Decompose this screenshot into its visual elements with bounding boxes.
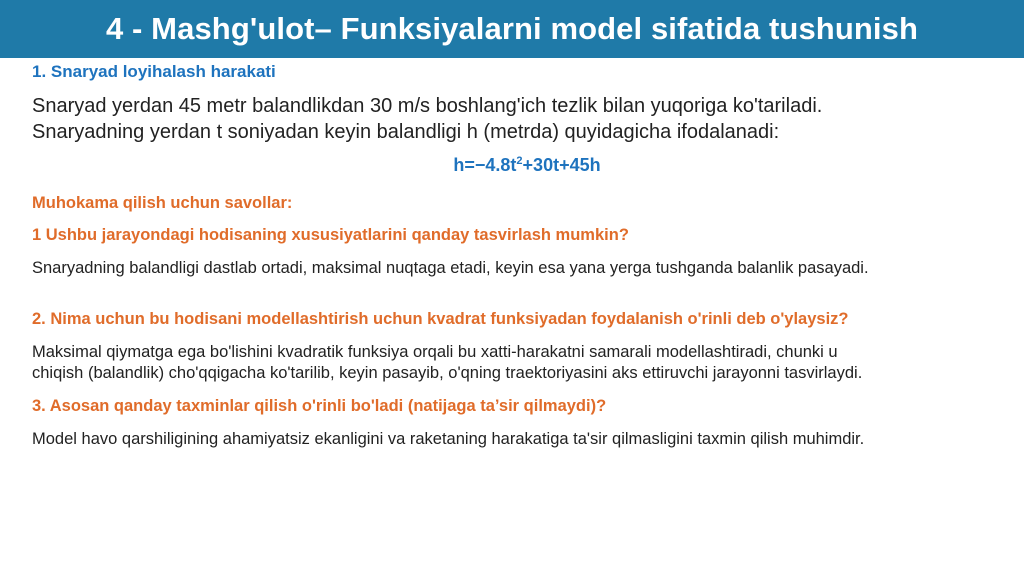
answer-2-line-1: Maksimal qiymatga ega bo'lishini kvadratik funksiya orqali bu xatti-harakatni samarali modellashtiradi, chunki u: [32, 343, 838, 361]
answer-2: [32, 342, 1022, 384]
answer-1: [32, 258, 1022, 279]
problem-line-2: Snaryadning yerdan t soniyadan keyin balandligi h (metrda) quyidagicha ifodalanadi:: [32, 121, 780, 143]
section-heading: 1. Snaryad loyihalash harakati: [32, 62, 276, 81]
formula-prefix: h=−4.8t: [453, 155, 517, 175]
title-bar: [0, 0, 1024, 58]
answer-1-text: Snaryadning balandligi dastlab ortadi, maksimal nuqtaga etadi, keyin esa yana yerga tushganda balanlik pasayadi.: [32, 259, 869, 277]
answer-3: [32, 429, 1022, 450]
question-3: 3. Asosan qanday taxminlar qilish o'rinli bo'ladi (natijaga ta’sir qilmaydi)?: [32, 397, 607, 415]
page-title: 4 - Mashg'ulot– Funksiyalarni model sifatida tushunish: [105, 11, 918, 46]
height-formula: [32, 155, 1022, 176]
answer-2-line-2: chiqish (balandlik) cho'qqigacha ko'tarilib, keyin pasayib, o'qning traektoriyasini aks ettiruvchi jarayonni tasvirlaydi.: [32, 364, 863, 382]
slide-content: [32, 62, 1022, 463]
problem-line-1: Snaryad yerdan 45 metr balandlikdan 30 m/s boshlang'ich tezlik bilan yuqoriga ko'tariladi.: [32, 95, 823, 117]
discussion-heading: Muhokama qilish uchun savollar:: [32, 194, 293, 212]
formula-exponent: 2: [516, 155, 523, 167]
question-1: 1 Ushbu jarayondagi hodisaning xususiyatlarini qanday tasvirlash mumkin?: [32, 226, 629, 244]
question-2: 2. Nima uchun bu hodisani modellashtirish uchun kvadrat funksiyadan foydalanish o'rinli deb o'ylaysiz?: [32, 310, 849, 328]
formula-suffix: +30t+45h: [522, 155, 601, 175]
problem-statement: [32, 93, 1022, 145]
answer-3-text: Model havo qarshiligining ahamiyatsiz ekanligini va raketaning harakatiga ta'sir qilmasligini taxmin qilish muhimdir.: [32, 430, 865, 448]
spacer: [32, 292, 1022, 310]
